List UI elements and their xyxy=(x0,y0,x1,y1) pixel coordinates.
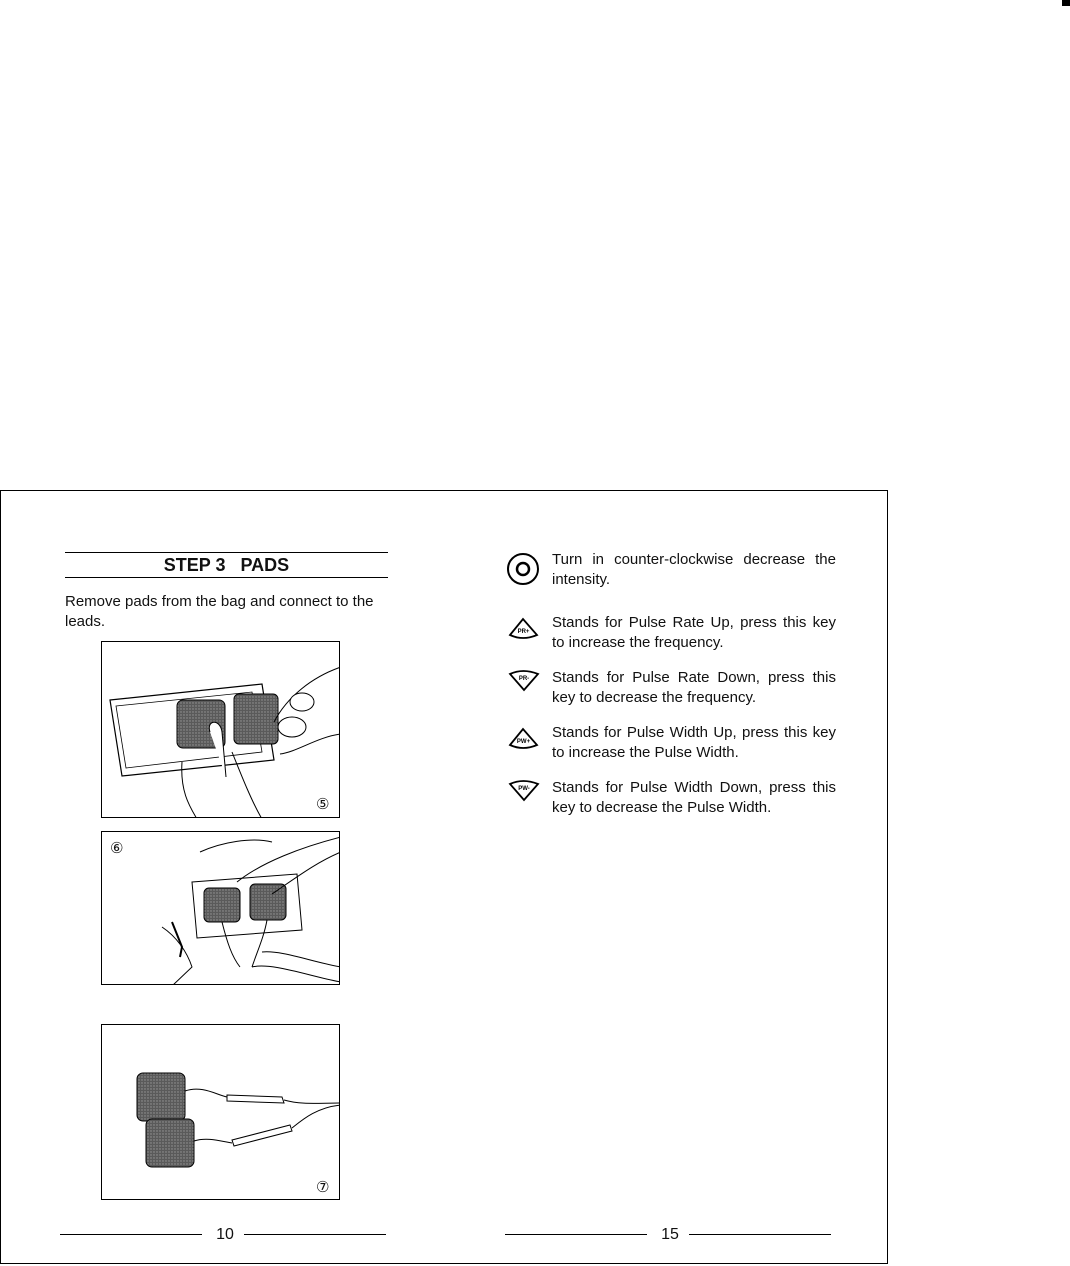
pulse-width-up-description: Stands for Pulse Width Up, press this key to increase the Pulse Width. xyxy=(552,724,836,761)
step-title: STEP 3 PADS xyxy=(65,552,388,578)
pads-in-bag-illustration xyxy=(102,642,340,818)
key-label: PW- xyxy=(518,786,530,792)
pulse-rate-down-description: Stands for Pulse Rate Down, press this key to decrease the frequency. xyxy=(552,669,836,706)
control-item-pulse-width-up xyxy=(506,723,836,767)
key-label: PR+ xyxy=(517,629,530,635)
connect-leads-illustration xyxy=(102,832,340,985)
pulse-width-up-icon xyxy=(506,725,542,751)
footer-rule xyxy=(244,1234,386,1235)
corner-registration-mark xyxy=(1062,0,1070,6)
figure-number-5: ⑤ xyxy=(316,796,330,813)
control-item-knob xyxy=(506,550,836,594)
pulse-rate-down-icon xyxy=(506,668,542,694)
left-page-number: 10 xyxy=(216,1226,234,1243)
control-item-pulse-rate-down xyxy=(506,668,836,712)
pulse-rate-up-icon xyxy=(506,615,542,641)
key-label: PW+ xyxy=(516,739,531,745)
figure-pads-with-leads xyxy=(101,1024,340,1200)
figure-number-6: ⑥ xyxy=(110,840,124,857)
pulse-width-down-icon xyxy=(506,778,542,804)
footer-rule xyxy=(60,1234,202,1235)
knob-description: Turn in counter-clockwise decrease the intensity. xyxy=(552,551,836,588)
right-page-footer xyxy=(505,1226,831,1244)
pulse-width-down-description: Stands for Pulse Width Down, press this key to decrease the Pulse Width. xyxy=(552,779,836,816)
knob-icon xyxy=(506,550,540,586)
control-item-pulse-width-down xyxy=(506,778,836,822)
key-label: PR- xyxy=(518,676,530,682)
figure-number-7: ⑦ xyxy=(316,1179,330,1196)
footer-rule xyxy=(505,1234,647,1235)
intro-text: Remove pads from the bag and connect to the leads. xyxy=(65,593,374,630)
figure-remove-pads xyxy=(101,641,340,818)
control-item-pulse-rate-up xyxy=(506,613,836,657)
right-page-number: 15 xyxy=(661,1226,679,1243)
left-page-footer xyxy=(60,1226,386,1244)
pulse-rate-up-description: Stands for Pulse Rate Up, press this key to increase the frequency. xyxy=(552,614,836,651)
figure-connect-leads xyxy=(101,831,340,985)
pads-with-leads-illustration xyxy=(102,1025,340,1200)
footer-rule xyxy=(689,1234,831,1235)
